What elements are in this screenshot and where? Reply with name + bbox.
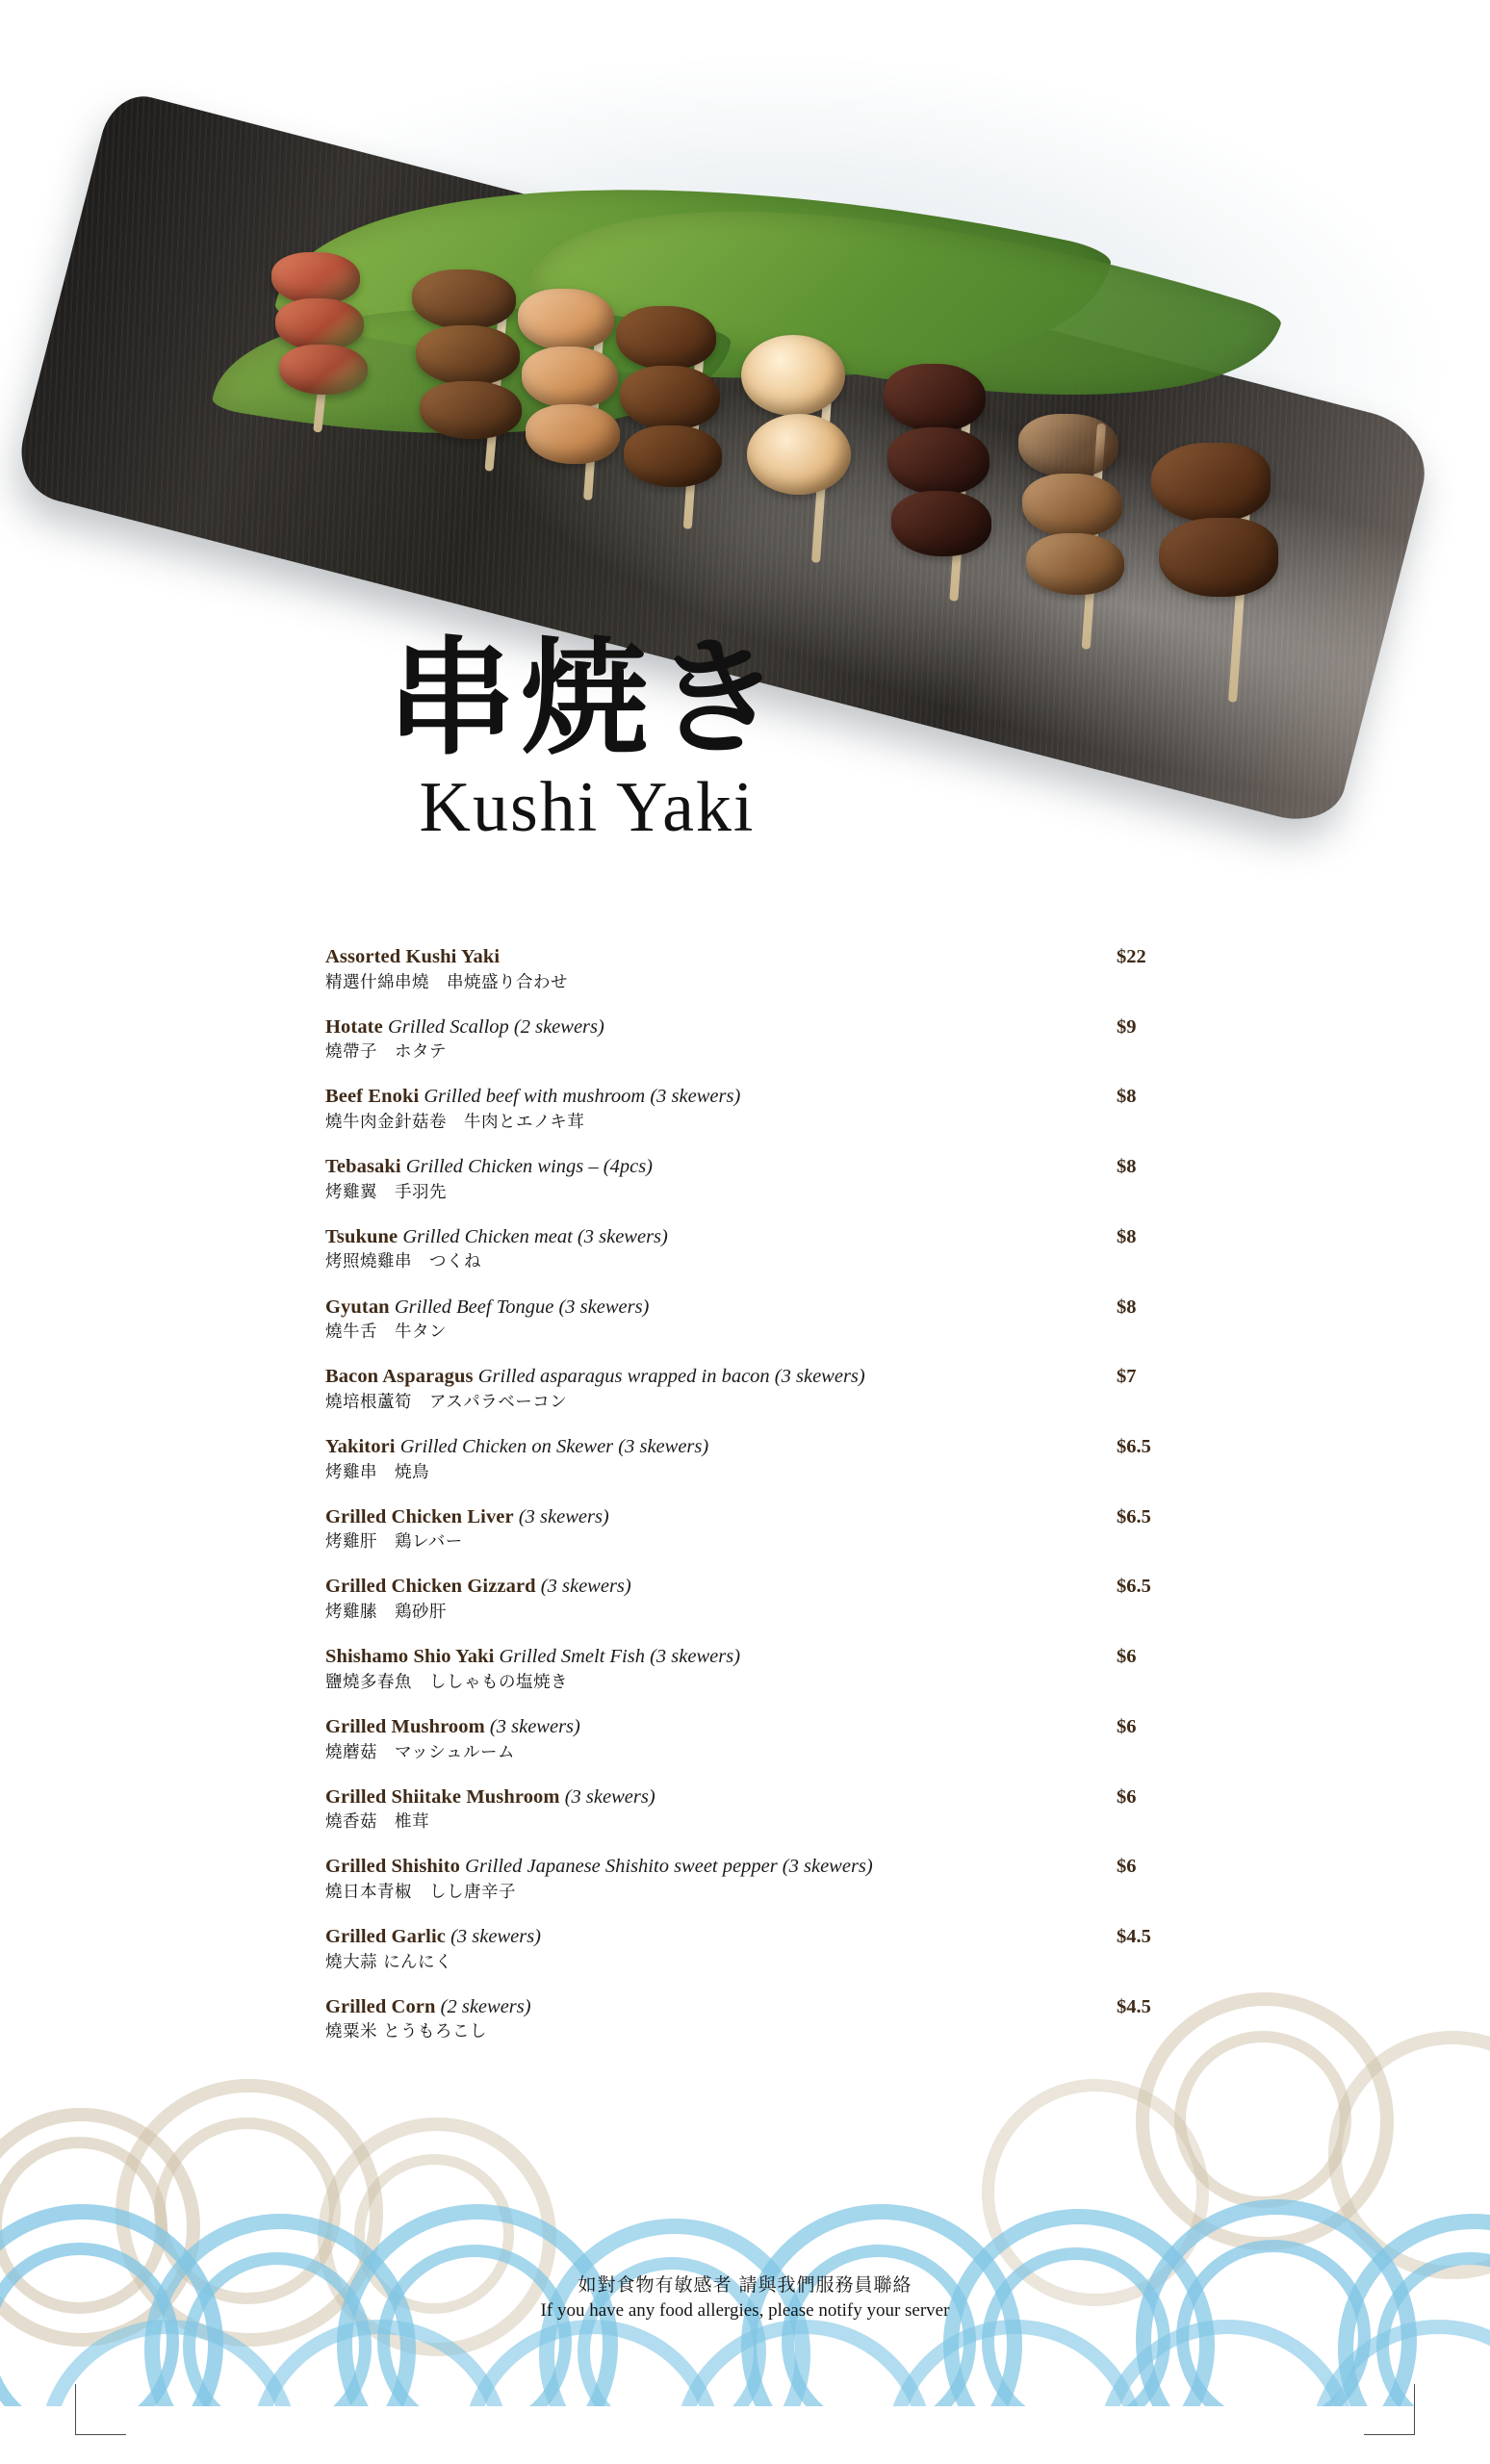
menu-item bbox=[325, 1645, 1174, 1694]
skewer-morsel-liver bbox=[891, 491, 991, 556]
skewer-morsel-liver bbox=[887, 427, 989, 495]
menu-item-price: $8 bbox=[1117, 1296, 1137, 1318]
menu-item bbox=[325, 1155, 1174, 1204]
menu-item-price: $9 bbox=[1117, 1015, 1137, 1038]
allergy-note-en: If you have any food allergies, please notify your server bbox=[540, 2300, 950, 2321]
menu-item-price: $6 bbox=[1117, 1785, 1137, 1808]
title-kanji: 串焼き bbox=[388, 625, 786, 773]
skewer-morsel-bacon-asparagus bbox=[275, 298, 364, 350]
menu-item-name: Beef Enoki bbox=[325, 1086, 420, 1108]
menu-item-name: Tsukune bbox=[325, 1225, 398, 1247]
menu-item-cjk: 燒香菇 椎茸 bbox=[325, 1812, 429, 1833]
skewer-morsel-gizzard bbox=[1018, 414, 1118, 477]
menu-item bbox=[325, 1575, 1174, 1624]
menu-item-name: Grilled Mushroom bbox=[325, 1715, 485, 1737]
menu-item-name: Tebasaki bbox=[325, 1156, 401, 1178]
page-title bbox=[318, 625, 857, 847]
menu-item-name: Grilled Garlic bbox=[325, 1926, 446, 1948]
wave-arc bbox=[250, 2320, 510, 2406]
menu-item bbox=[325, 945, 1174, 994]
skewer-morsel-tsukune bbox=[624, 425, 722, 487]
menu-item bbox=[325, 1085, 1174, 1134]
menu-item-price: $6.5 bbox=[1117, 1576, 1151, 1598]
menu-item-cjk: 烤雞膆 鶏砂肝 bbox=[325, 1603, 447, 1623]
menu-item-name: Grilled Shishito bbox=[325, 1856, 461, 1878]
menu-item bbox=[325, 1785, 1174, 1835]
menu-item-cjk: 烤雞串 焼鳥 bbox=[325, 1462, 429, 1482]
skewer-morsel-beef-enoki bbox=[420, 381, 522, 439]
menu-item-price: $7 bbox=[1117, 1366, 1137, 1388]
title-romaji: Kushi Yaki bbox=[419, 768, 756, 847]
menu-item-description: (2 skewers) bbox=[440, 1995, 531, 2017]
menu-item-price: $6 bbox=[1117, 1856, 1137, 1878]
crop-mark-bottom-left bbox=[75, 2384, 126, 2435]
skewer-morsel-gizzard bbox=[1026, 533, 1124, 595]
skewer-morsel-beef-tongue bbox=[1159, 518, 1278, 597]
menu-item-cjk: 鹽燒多春魚 ししゃもの塩焼き bbox=[325, 1672, 568, 1692]
crop-mark-bottom-right bbox=[1364, 2384, 1415, 2435]
menu-item-price: $8 bbox=[1117, 1225, 1137, 1247]
skewer-morsel-chicken bbox=[526, 404, 620, 464]
menu-item bbox=[325, 1855, 1174, 1904]
menu-item-description: Grilled Smelt Fish (3 skewers) bbox=[499, 1646, 741, 1668]
menu-item-description: Grilled Chicken meat (3 skewers) bbox=[402, 1225, 668, 1247]
wave-arc bbox=[1097, 2320, 1357, 2406]
menu-item-description: Grilled beef with mushroom (3 skewers) bbox=[424, 1086, 741, 1108]
menu-item-description: Grilled asparagus wrapped in bacon (3 skewers) bbox=[477, 1366, 865, 1388]
menu-item-name: Gyutan bbox=[325, 1296, 390, 1318]
menu-item-price: $4.5 bbox=[1117, 1926, 1151, 1948]
menu-list bbox=[325, 945, 1174, 2066]
menu-item-name: Assorted Kushi Yaki bbox=[325, 946, 501, 967]
menu-item-price: $6 bbox=[1117, 1646, 1137, 1668]
skewer-morsel-bacon-asparagus bbox=[279, 345, 368, 395]
wave-arc bbox=[1176, 2240, 1371, 2406]
skewer-morsel-liver bbox=[884, 364, 986, 431]
menu-item-name: Grilled Shiitake Mushroom bbox=[325, 1785, 560, 1808]
menu-item bbox=[325, 1435, 1174, 1484]
menu-item bbox=[325, 1296, 1174, 1345]
skewer-morsel-beef-enoki bbox=[416, 325, 520, 385]
menu-item bbox=[325, 1925, 1174, 1974]
menu-item-cjk: 烤照燒雞串 つくね bbox=[325, 1252, 481, 1272]
skewer-morsel-scallop bbox=[741, 335, 845, 416]
menu-item-description: (3 skewers) bbox=[518, 1505, 609, 1527]
menu-item-name: Grilled Corn bbox=[325, 1995, 436, 2017]
menu-item-cjk: 烤雞翼 手羽先 bbox=[325, 1182, 447, 1202]
skewer-morsel-beef-tongue bbox=[1151, 443, 1271, 522]
menu-item-name: Yakitori bbox=[325, 1436, 396, 1458]
menu-item bbox=[325, 1505, 1174, 1554]
menu-item-cjk: 燒大蒜 にんにく bbox=[325, 1952, 453, 1972]
menu-item-cjk: 精選什綿串燒 串焼盛り合わせ bbox=[325, 972, 568, 992]
menu-item bbox=[325, 1225, 1174, 1274]
menu-item-price: $8 bbox=[1117, 1156, 1137, 1178]
menu-item-price: $6.5 bbox=[1117, 1436, 1151, 1458]
wave-arc bbox=[1136, 1992, 1394, 2250]
skewer-morsel-tsukune bbox=[616, 306, 716, 370]
menu-item bbox=[325, 1715, 1174, 1764]
menu-item-description: (3 skewers) bbox=[489, 1715, 580, 1737]
menu-item-description: Grilled Scallop (2 skewers) bbox=[387, 1015, 604, 1038]
wave-arc bbox=[886, 2320, 1145, 2406]
menu-item-name: Grilled Chicken Liver bbox=[325, 1505, 514, 1527]
menu-item-description: (3 skewers) bbox=[564, 1785, 655, 1808]
menu-item bbox=[325, 1365, 1174, 1414]
menu-item-cjk: 燒培根蘆筍 アスパラベーコン bbox=[325, 1392, 568, 1412]
menu-item-cjk: 燒蘑菇 マッシュルーム bbox=[325, 1742, 515, 1762]
menu-item-price: $8 bbox=[1117, 1086, 1137, 1108]
menu-item-cjk: 燒帶子 ホタテ bbox=[325, 1042, 447, 1063]
menu-item-price: $6.5 bbox=[1117, 1505, 1151, 1527]
allergy-note-cjk: 如對食物有敏感者 請與我們服務員聯絡 bbox=[578, 2274, 912, 2296]
menu-item bbox=[325, 1015, 1174, 1065]
wave-arc bbox=[0, 2243, 179, 2406]
menu-item-cjk: 烤雞肝 鶏レバー bbox=[325, 1532, 463, 1553]
menu-item-description: (3 skewers) bbox=[540, 1576, 631, 1598]
menu-item-name: Grilled Chicken Gizzard bbox=[325, 1576, 536, 1598]
menu-item-description: Grilled Japanese Shishito sweet pepper (3 skewers) bbox=[465, 1856, 873, 1878]
skewer-morsel-bacon-asparagus bbox=[271, 252, 360, 304]
menu-item-cjk: 燒粟米 とうもろこし bbox=[325, 2022, 488, 2042]
menu-item-cjk: 燒牛舌 牛タン bbox=[325, 1322, 447, 1343]
menu-item-description: Grilled Chicken on Skewer (3 skewers) bbox=[399, 1436, 709, 1458]
menu-item-name: Shishamo Shio Yaki bbox=[325, 1646, 495, 1668]
menu-item-description: Grilled Beef Tongue (3 skewers) bbox=[394, 1296, 650, 1318]
wave-arc bbox=[462, 2320, 722, 2406]
allergy-note bbox=[0, 2271, 1490, 2322]
menu-item-description: Grilled Chicken wings – (4pcs) bbox=[405, 1156, 654, 1178]
menu-item-cjk: 燒牛肉金針菇卷 牛肉とエノキ茸 bbox=[325, 1113, 585, 1133]
menu-item-price: $4.5 bbox=[1117, 1995, 1151, 2017]
skewer-morsel-scallop bbox=[747, 414, 851, 495]
skewer-morsel-gizzard bbox=[1022, 474, 1122, 537]
skewer-morsel-tsukune bbox=[620, 366, 720, 429]
menu-item bbox=[325, 1995, 1174, 2044]
skewer-morsel-chicken bbox=[522, 346, 618, 408]
menu-item-name: Bacon Asparagus bbox=[325, 1366, 474, 1388]
skewer-morsel-chicken bbox=[518, 289, 614, 350]
menu-item-cjk: 燒日本青椒 しし唐辛子 bbox=[325, 1882, 516, 1902]
wave-arc bbox=[1174, 2031, 1351, 2208]
menu-item-description: (3 skewers) bbox=[450, 1926, 542, 1948]
menu-item-name: Hotate bbox=[325, 1015, 383, 1038]
wave-arc bbox=[377, 2245, 572, 2406]
wave-arc bbox=[782, 2245, 976, 2406]
skewer-morsel-beef-enoki bbox=[412, 270, 516, 329]
menu-item-price: $22 bbox=[1117, 946, 1146, 967]
wave-arc bbox=[1328, 2031, 1490, 2279]
wave-arc bbox=[674, 2320, 934, 2406]
menu-item-price: $6 bbox=[1117, 1715, 1137, 1737]
